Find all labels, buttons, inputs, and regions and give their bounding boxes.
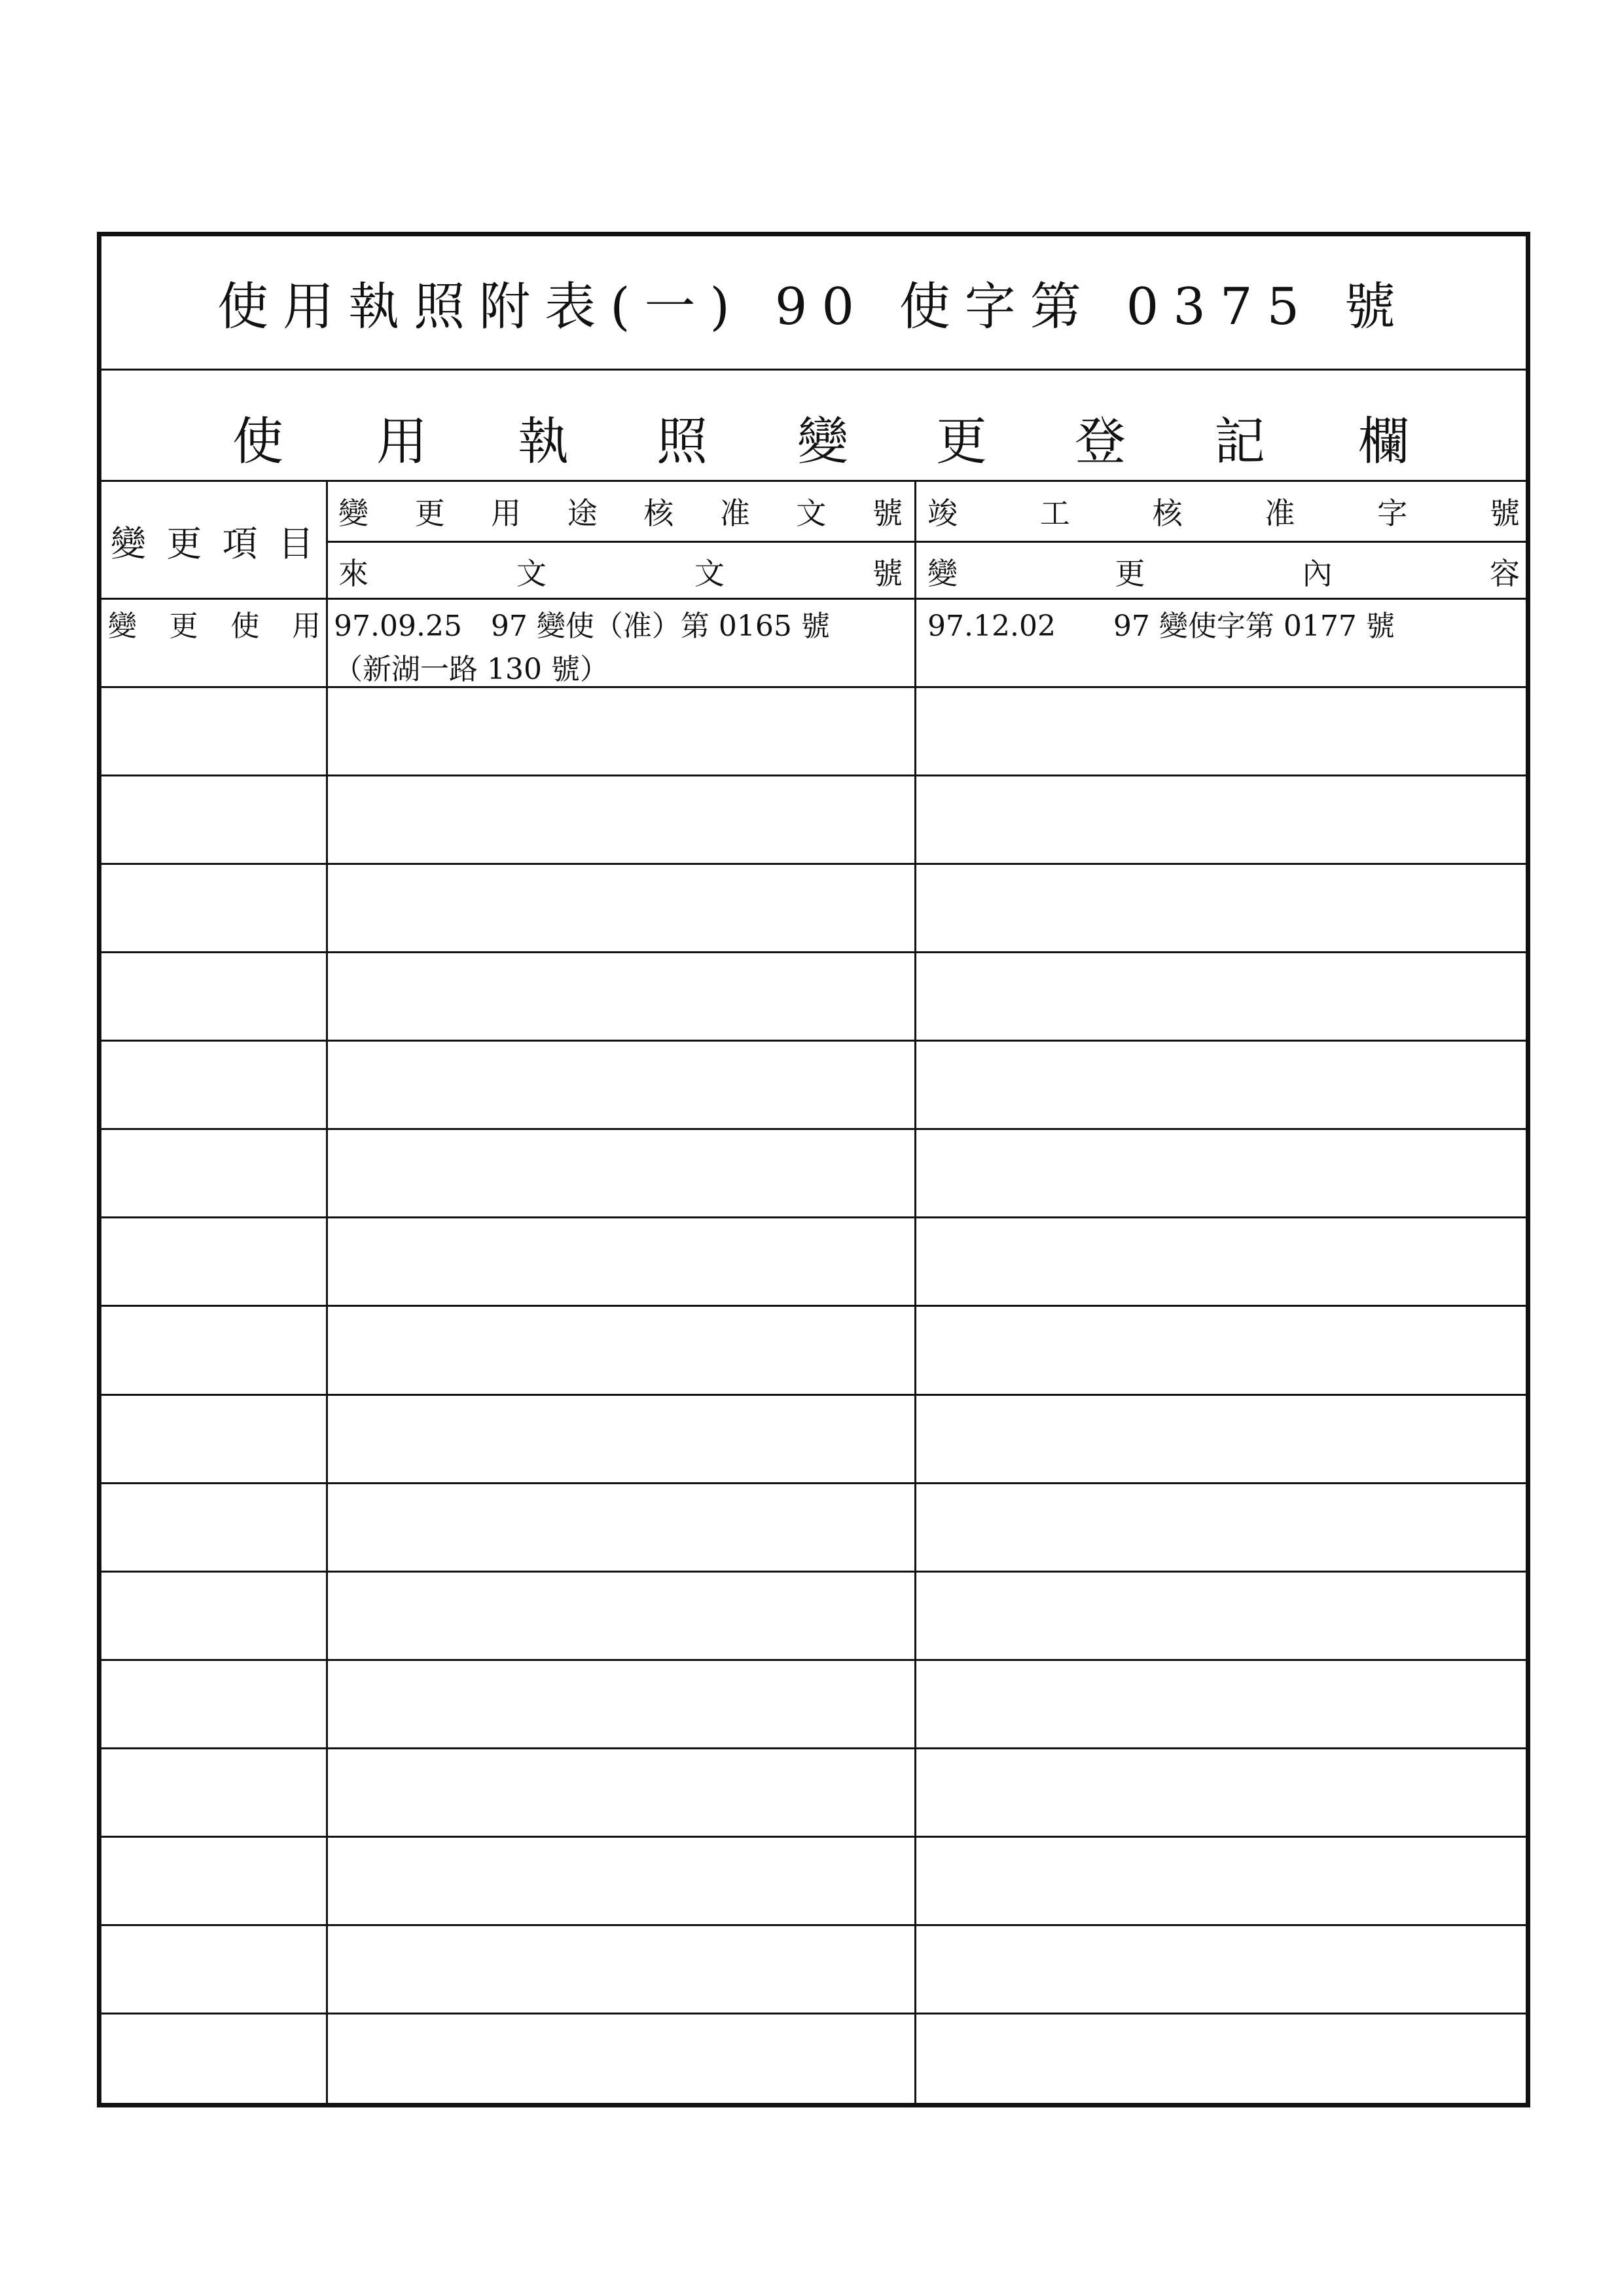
section-title-char: 登 bbox=[1075, 412, 1126, 471]
section-title-char: 更 bbox=[936, 412, 988, 471]
table-row bbox=[101, 2014, 1526, 2103]
table-row bbox=[101, 1838, 1526, 1926]
license-appendix-form bbox=[97, 232, 1530, 2107]
form-title-row bbox=[101, 236, 1526, 371]
approval-doc-address: （新湖一路 130 號） bbox=[334, 653, 609, 686]
section-title-char: 變 bbox=[797, 412, 849, 471]
spaced-char: 用 bbox=[291, 610, 321, 643]
spaced-char: 內 bbox=[1302, 555, 1333, 591]
header-change-item bbox=[111, 482, 314, 600]
table-row bbox=[101, 1396, 1526, 1484]
table-header bbox=[101, 482, 1526, 600]
spaced-char: 竣 bbox=[927, 496, 958, 531]
spaced-char: 號 bbox=[872, 555, 903, 591]
section-title-row bbox=[101, 371, 1526, 482]
spaced-char: 變 bbox=[338, 496, 369, 531]
spaced-char: 核 bbox=[1152, 496, 1183, 531]
spaced-char: 文 bbox=[516, 555, 547, 591]
table-row bbox=[101, 865, 1526, 953]
spaced-char: 文 bbox=[796, 496, 827, 531]
spaced-char: 號 bbox=[1489, 496, 1520, 531]
header-completion-doc bbox=[927, 482, 1520, 541]
spaced-char: 容 bbox=[1489, 555, 1520, 591]
column-divider bbox=[914, 482, 916, 2103]
spaced-char: 變 bbox=[108, 610, 137, 643]
spaced-char: 准 bbox=[1265, 496, 1295, 531]
table-row bbox=[101, 1484, 1526, 1573]
spaced-char: 目 bbox=[278, 522, 314, 564]
section-title-char: 記 bbox=[1214, 412, 1266, 471]
section-title-char: 欄 bbox=[1358, 412, 1410, 471]
form-title: 使用執照附表(一) 90 使字第 0375 號 bbox=[217, 278, 1410, 337]
spaced-char: 變 bbox=[111, 522, 146, 564]
spaced-char: 字 bbox=[1377, 496, 1408, 531]
approval-doc-line: 97.09.25 97 變使（准）第 0165 號 bbox=[334, 610, 830, 643]
table-row bbox=[101, 1218, 1526, 1307]
spaced-char: 項 bbox=[222, 522, 258, 564]
spaced-char: 更 bbox=[414, 496, 445, 531]
spaced-char: 使 bbox=[230, 610, 260, 643]
table-row bbox=[101, 688, 1526, 776]
spaced-char: 途 bbox=[567, 496, 598, 531]
table-row bbox=[101, 1749, 1526, 1838]
table-row bbox=[101, 776, 1526, 865]
approval-doc-cell bbox=[334, 605, 830, 691]
spaced-char: 更 bbox=[169, 610, 198, 643]
header-change-content bbox=[927, 543, 1520, 600]
table-row bbox=[101, 600, 1526, 688]
header-approval-doc bbox=[338, 482, 903, 541]
table-row bbox=[101, 1130, 1526, 1218]
spaced-char: 更 bbox=[166, 522, 202, 564]
spaced-char: 更 bbox=[1115, 555, 1145, 591]
spaced-char: 核 bbox=[643, 496, 674, 531]
change-item-cell bbox=[108, 605, 321, 648]
table-row bbox=[101, 953, 1526, 1042]
spaced-char: 用 bbox=[491, 496, 522, 531]
column-divider bbox=[326, 482, 328, 2103]
section-title-char: 照 bbox=[656, 412, 708, 471]
spaced-char: 文 bbox=[694, 555, 725, 591]
spaced-char: 變 bbox=[927, 555, 958, 591]
completion-doc-cell: 97.12.02 97 變使字第 0177 號 bbox=[927, 610, 1395, 643]
spaced-char: 來 bbox=[338, 555, 369, 591]
table-row bbox=[101, 1661, 1526, 1749]
table-row bbox=[101, 1926, 1526, 2014]
spaced-char: 准 bbox=[719, 496, 750, 531]
spaced-char: 號 bbox=[872, 496, 903, 531]
section-title-char: 使 bbox=[232, 412, 284, 471]
table-row bbox=[101, 1042, 1526, 1130]
header-incoming-doc bbox=[338, 543, 903, 600]
table-row bbox=[101, 1573, 1526, 1661]
section-title-char: 執 bbox=[518, 412, 569, 471]
table-row bbox=[101, 1307, 1526, 1395]
section-title-char: 用 bbox=[376, 412, 428, 471]
spaced-char: 工 bbox=[1039, 496, 1070, 531]
